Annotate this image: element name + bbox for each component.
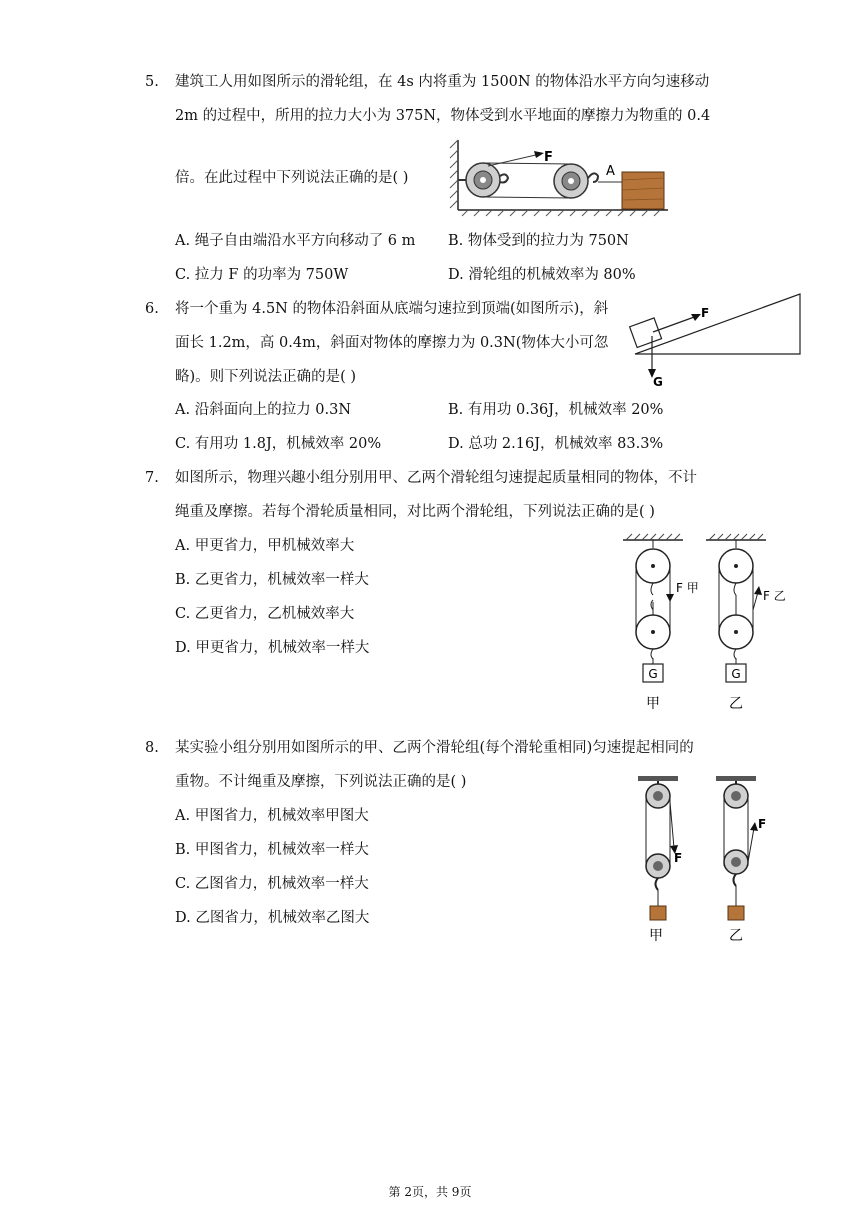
question-number: 6. xyxy=(145,301,159,317)
weight-label: G xyxy=(731,667,741,681)
question-text-line: 如图所示，物理兴趣小组分别用甲、乙两个滑轮组匀速提起质量相同的物体，不计 xyxy=(175,470,697,486)
option-a[interactable]: A. 甲更省力，甲机械效率大 xyxy=(175,538,355,554)
pulley-pair-figure xyxy=(630,772,780,944)
question-number: 5. xyxy=(145,74,159,90)
question-number: 8. xyxy=(145,740,159,756)
option-c[interactable]: C. 有用功 1.8J，机械效率 20% xyxy=(175,436,382,452)
option-b[interactable]: B. 乙更省力，机械效率一样大 xyxy=(175,572,369,588)
option-a[interactable]: A. 沿斜面向上的拉力 0.3N xyxy=(175,402,352,418)
option-a[interactable]: A. 甲图省力，机械效率甲图大 xyxy=(175,808,369,824)
horizontal-pulley-figure xyxy=(448,138,673,218)
object-label: A xyxy=(606,164,615,179)
question-text-line: 倍。在此过程中下列说法正确的是( ) xyxy=(175,170,409,186)
option-c[interactable]: C. 乙图省力，机械效率一样大 xyxy=(175,876,369,892)
question-text-line: 面长 1.2m，高 0.4m，斜面对物体的摩擦力为 0.3N(物体大小可忽 xyxy=(175,335,609,351)
question-text-line: 绳重及摩擦。若每个滑轮质量相同，对比两个滑轮组，下列说法正确的是( ) xyxy=(175,504,655,520)
yi-label: 乙 xyxy=(729,928,743,944)
question-text-line: 建筑工人用如图所示的滑轮组，在 4s 内将重为 1500N 的物体沿水平方向匀速移动 xyxy=(175,74,710,90)
force-label: F xyxy=(758,817,767,831)
question-text-line: 略)。则下列说法正确的是( ) xyxy=(175,369,357,385)
jia-label: 甲 xyxy=(646,696,660,712)
option-d[interactable]: D. 甲更省力，机械效率一样大 xyxy=(175,640,370,656)
option-b[interactable]: B. 物体受到的拉力为 750N xyxy=(448,233,629,249)
option-d[interactable]: D. 滑轮组的机械效率为 80% xyxy=(448,267,636,283)
option-c[interactable]: C. 乙更省力，乙机械效率大 xyxy=(175,606,355,622)
question-text-line: 2m 的过程中，所用的拉力大小为 375N，物体受到水平地面的摩擦力为物重的 0.4 xyxy=(175,108,711,124)
force-label: F xyxy=(674,851,683,865)
force-yi-label: F 乙 xyxy=(763,589,786,603)
option-b[interactable]: B. 甲图省力，机械效率一样大 xyxy=(175,842,369,858)
force-jia-label: F 甲 xyxy=(676,581,699,595)
option-c[interactable]: C. 拉力 F 的功率为 750W xyxy=(175,267,349,283)
page-footer: 第 2页，共 9页 xyxy=(388,1185,472,1199)
question-text-line: 重物。不计绳重及摩擦，下列说法正确的是( ) xyxy=(175,774,467,790)
question-number: 7. xyxy=(145,470,159,486)
pulley-systems-figure xyxy=(618,530,798,718)
yi-label: 乙 xyxy=(729,696,743,712)
option-d[interactable]: D. 乙图省力，机械效率乙图大 xyxy=(175,910,370,926)
force-label: F xyxy=(544,150,553,165)
option-a[interactable]: A. 绳子自由端沿水平方向移动了 6 m xyxy=(175,233,416,249)
option-b[interactable]: B. 有用功 0.36J，机械效率 20% xyxy=(448,402,664,418)
option-d[interactable]: D. 总功 2.16J，机械效率 83.3% xyxy=(448,436,664,452)
force-label: F xyxy=(701,306,710,320)
weight-label: G xyxy=(648,667,658,681)
gravity-label: G xyxy=(653,375,663,389)
question-text-line: 将一个重为 4.5N 的物体沿斜面从底端匀速拉到顶端(如图所示)，斜 xyxy=(175,301,609,317)
jia-label: 甲 xyxy=(649,928,663,944)
question-text-line: 某实验小组分别用如图所示的甲、乙两个滑轮组(每个滑轮重相同)匀速提起相同的 xyxy=(175,740,694,756)
incline-figure xyxy=(625,292,805,390)
